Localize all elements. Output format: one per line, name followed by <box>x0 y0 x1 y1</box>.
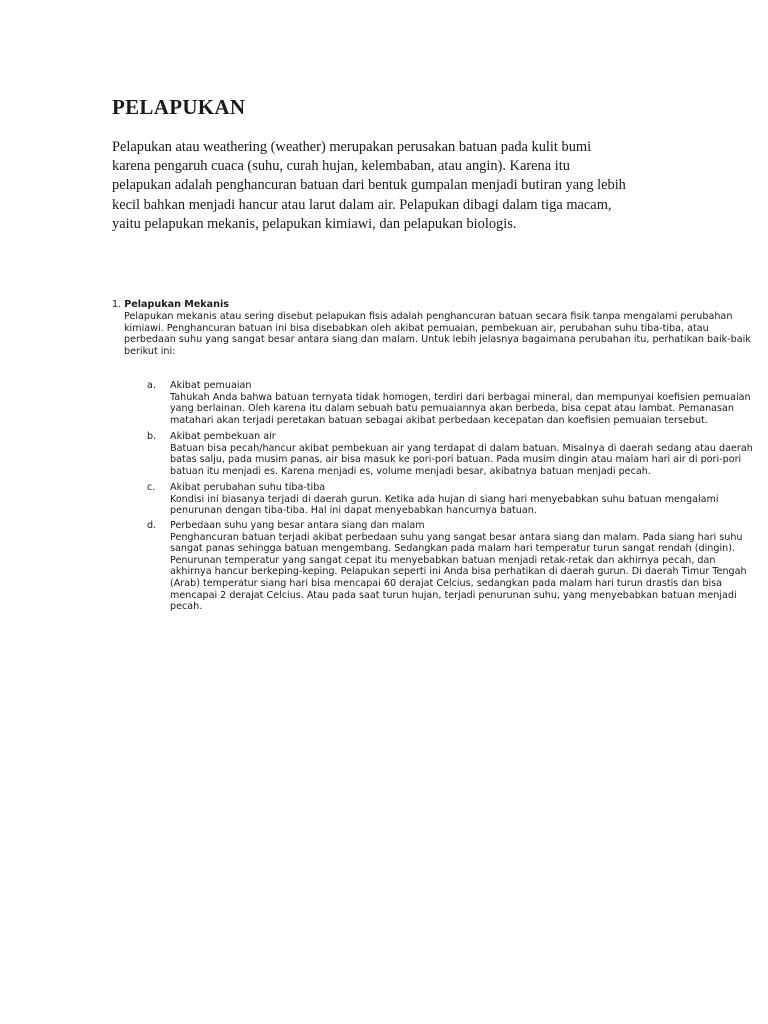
section-title: Pelapukan Mekanis <box>124 299 229 310</box>
intro-paragraph <box>112 138 657 234</box>
list-item-line: Penghancuran batuan terjadi akibat perbedaan suhu yang sangat besar antara siang dan malam. Pada siang hari suhu <box>170 531 743 543</box>
section-number: 1. <box>112 299 122 310</box>
list-marker: c. <box>147 482 156 493</box>
intro-line: karena pengaruh cuaca (suhu, curah hujan, kelembaban, atau angin). Karena itu <box>112 158 570 175</box>
list-item-line: Batuan bisa pecah/hancur akibat pembekuan air yang terdapat di dalam batuan. Misalnya di daerah sedang atau daerah <box>170 442 753 454</box>
section-line: kimiawi. Penghancuran batuan ini bisa disebabkan oleh akibat pemuaian, pembekuan air, perubahan suhu tiba-tiba, atau <box>124 322 709 334</box>
list-item-title: Akibat pembekuan air <box>170 431 276 442</box>
section-line: Pelapukan mekanis atau sering disebut pelapukan fisis adalah penghancuran batuan secara fisik tanpa mengalami perubahan <box>124 311 733 322</box>
list-marker: d. <box>147 520 157 531</box>
list-item-line: Penurunan temperatur yang sangat cepat itu menyebabkan batuan menjadi retak-retak dan akhirnya pecah, dan <box>170 554 716 566</box>
list-item-body <box>170 392 751 427</box>
list-item-line: akhirnya hancur berkeping-keping. Pelapukan seperti ini Anda bisa perhatikan di daerah gurun. Di daerah Timur Tengah <box>170 566 747 578</box>
list-item-body <box>170 443 753 478</box>
section-heading <box>112 299 229 311</box>
list-item-line: yang berlainan. Oleh karena itu dalam sebuah batu pemuaiannya akan berbeda, bisa cepat atau lambat. Pemanasan <box>170 403 735 415</box>
list-item-title: Akibat perubahan suhu tiba-tiba <box>170 482 326 493</box>
list-item-line: mencapai 2 derajat Celcius. Atau pada saat turun hujan, terjadi penurunan suhu, yang menyebabkan batuan menjadi <box>170 589 737 601</box>
list-item-line: penurunan dengan tiba-tiba. Hal ini dapat menyebabkan hancurnya batuan. <box>170 505 537 517</box>
list-marker: b. <box>147 431 157 442</box>
intro-line: yaitu pelapukan mekanis, pelapukan kimiawi, dan pelapukan biologis. <box>112 215 517 232</box>
intro-line: Pelapukan atau weathering (weather) merupakan perusakan batuan pada kulit bumi <box>112 139 592 155</box>
list-item-body <box>170 494 719 517</box>
list-item-title: Perbedaan suhu yang besar antara siang dan malam <box>170 520 425 531</box>
section-line: perbedaan suhu yang sangat besar antara siang dan malam. Untuk lebih jelasnya bagaimana perubahan itu, perhatikan baik-baik <box>124 334 751 346</box>
list-item-line: matahari akan terjadi peretakan batuan sebagai akibat perbedaan kecepatan dan koefisien pemuaian tersebut. <box>170 414 708 426</box>
list-item-line: Kondisi ini biasanya terjadi di daerah gurun. Ketika ada hujan di siang hari menyebabkan suhu batuan mengalami <box>170 493 719 505</box>
list-item-line: batas salju, pada musim panas, air bisa masuk ke pori-pori batuan. Pada musim dingin atau malam hari air di pori-pori <box>170 454 742 466</box>
list-item-title: Akibat pemuaian <box>170 380 252 391</box>
intro-line: pelapukan adalah penghancuran batuan dari bentuk gumpalan menjadi butiran yang lebih <box>112 177 626 194</box>
list-item-body <box>170 532 747 613</box>
section-line: berikut ini: <box>124 345 176 357</box>
list-item-line: Tahukah Anda bahwa batuan ternyata tidak homogen, terdiri dari berbagai mineral, dan mempunyai koefisien pemuaian <box>170 391 751 403</box>
list-item-line: (Arab) temperatur siang hari bisa mencapai 60 derajat Celcius, sedangkan pada malam hari turun drastis dan bisa <box>170 577 723 589</box>
list-item-line: batuan itu menjadi es. Karena menjadi es, volume menjadi besar, akibatnya batuan menjadi pecah. <box>170 465 651 477</box>
list-item-line: pecah. <box>170 601 203 613</box>
page-title: PELAPUKAN <box>112 95 246 119</box>
list-marker: a. <box>147 380 156 391</box>
list-item-line: sangat panas sehingga batuan mengembang. Sedangkan pada malam hari temperatur turun sangat rendah (dingin). <box>170 543 735 555</box>
intro-line: kecil bahkan menjadi hancur atau larut dalam air. Pelapukan dibagi dalam tiga macam, <box>112 196 612 213</box>
section-paragraph <box>124 311 751 357</box>
